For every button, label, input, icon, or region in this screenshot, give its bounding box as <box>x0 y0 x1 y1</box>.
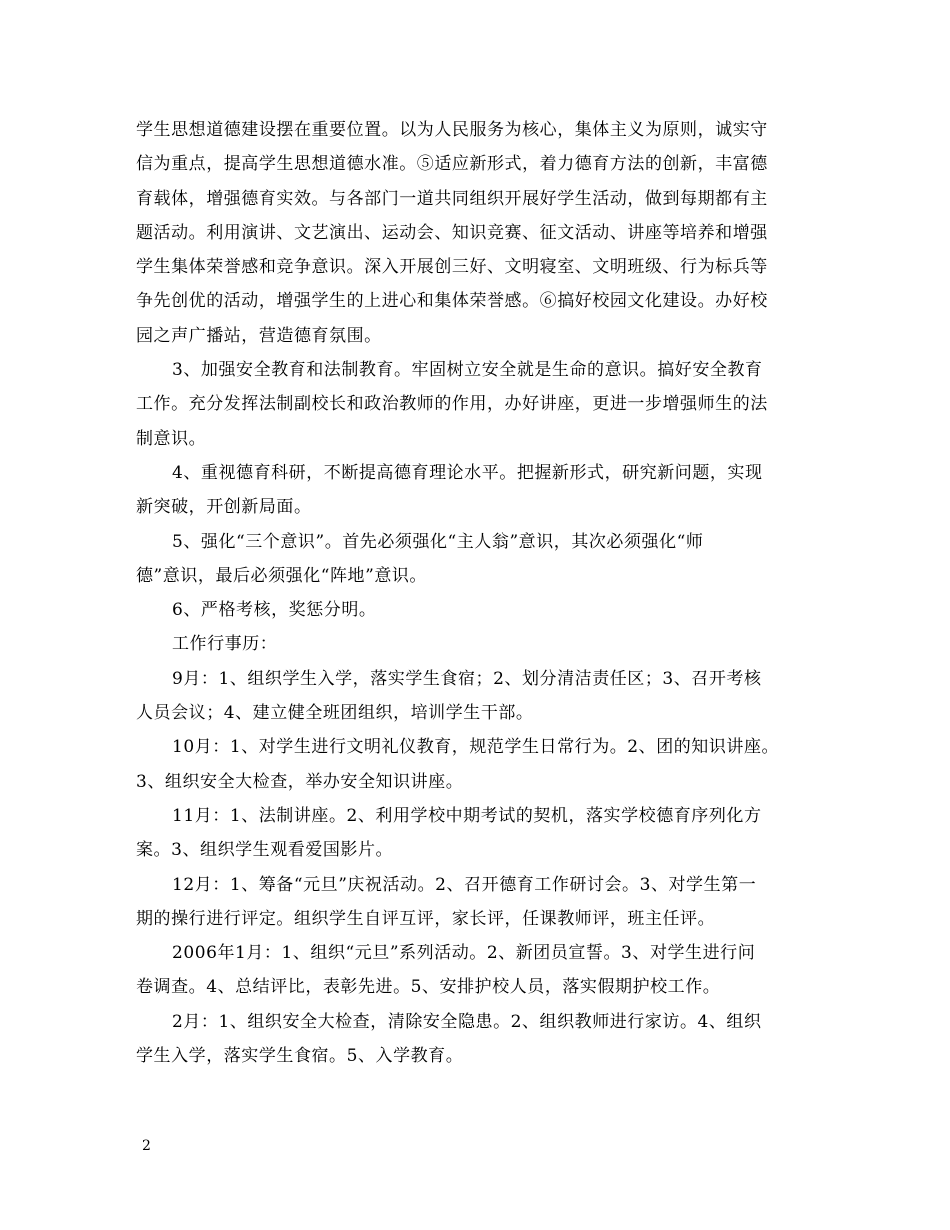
paragraph-start-line: 4、重视德育科研，不断提高德育理论水平。把握新形式，研究新问题，实现 <box>172 462 763 483</box>
text-line: 争先创优的活动，增强学生的上进心和集体荣誉感。⑥搞好校园文化建设。办好校 <box>136 291 768 312</box>
paragraph-start-line: 2月：1、组织安全大检查，清除安全隐患。2、组织教师进行家访。4、组织 <box>172 1011 762 1032</box>
section-heading: 工作行事历： <box>172 634 278 655</box>
paragraph-start-line: 6、严格考核，奖惩分明。 <box>172 600 377 621</box>
text-line: 学生思想道德建设摆在重要位置。以为人民服务为核心，集体主义为原则，诚实守 <box>136 120 768 140</box>
document-body <box>136 113 826 1073</box>
paragraph-start-line: 2006年1月：1、组织“元旦”系列活动。2、新团员宣誓。3、对学生进行问 <box>172 943 756 964</box>
text-line: 题活动。利用演讲、文艺演出、运动会、知识竞赛、征文活动、讲座等培养和增强 <box>136 222 768 243</box>
page-number: 2 <box>142 1138 151 1154</box>
text-line: 学生集体荣誉感和竞争意识。深入开展创三好、文明寝室、文明班级、行为标兵等 <box>136 257 768 278</box>
paragraph-start-line: 9月：1、组织学生入学，落实学生食宿；2、划分清洁责任区；3、召开考核 <box>172 668 762 689</box>
text-line: 育载体，增强德育实效。与各部门一道共同组织开展好学生活动，做到每期都有主 <box>136 188 768 209</box>
paragraph-start-line: 11月：1、法制讲座。2、利用学校中期考试的契机，落实学校德育序列化方 <box>172 805 762 826</box>
text-line: 期的操行进行评定。组织学生自评互评，家长评，任课教师评，班主任评。 <box>136 908 716 929</box>
text-line: 信为重点，提高学生思想道德水准。⑤适应新形式，着力德育方法的创新，丰富德 <box>136 154 768 175</box>
paragraph-start-line: 5、强化“三个意识”。首先必须强化“主人翁”意识，其次必须强化“师 <box>172 531 704 552</box>
paragraph-start-line: 10月：1、对学生进行文明礼仪教育，规范学生日常行为。2、团的知识讲座。 <box>172 737 780 758</box>
text-line: 案。3、组织学生观看爱国影片。 <box>136 840 394 861</box>
text-line: 人员会议；4、建立健全班团组织，培训学生干部。 <box>136 703 534 724</box>
text-line: 卷调查。4、总结评比，表彰先进。5、安排护校人员，落实假期护校工作。 <box>136 977 721 998</box>
text-line: 学生入学，落实学生食宿。5、入学教育。 <box>136 1046 464 1067</box>
text-line: 园之声广播站，营造德育氛围。 <box>136 325 382 346</box>
text-line: 3、组织安全大检查，举办安全知识讲座。 <box>136 771 464 792</box>
paragraph-start-line: 12月：1、筹备“元旦”庆祝活动。2、召开德育工作研讨会。3、对学生第一 <box>172 874 757 895</box>
text-line: 德”意识，最后必须强化“阵地”意识。 <box>136 565 427 586</box>
paragraph-start-line: 3、加强安全教育和法制教育。牢固树立安全就是生命的意识。搞好安全教育 <box>172 360 763 381</box>
text-line: 制意识。 <box>136 428 207 449</box>
text-line: 工作。充分发挥法制副校长和政治教师的作用，办好讲座，更进一步增强师生的法 <box>136 394 768 415</box>
text-line: 新突破，开创新局面。 <box>136 497 312 518</box>
